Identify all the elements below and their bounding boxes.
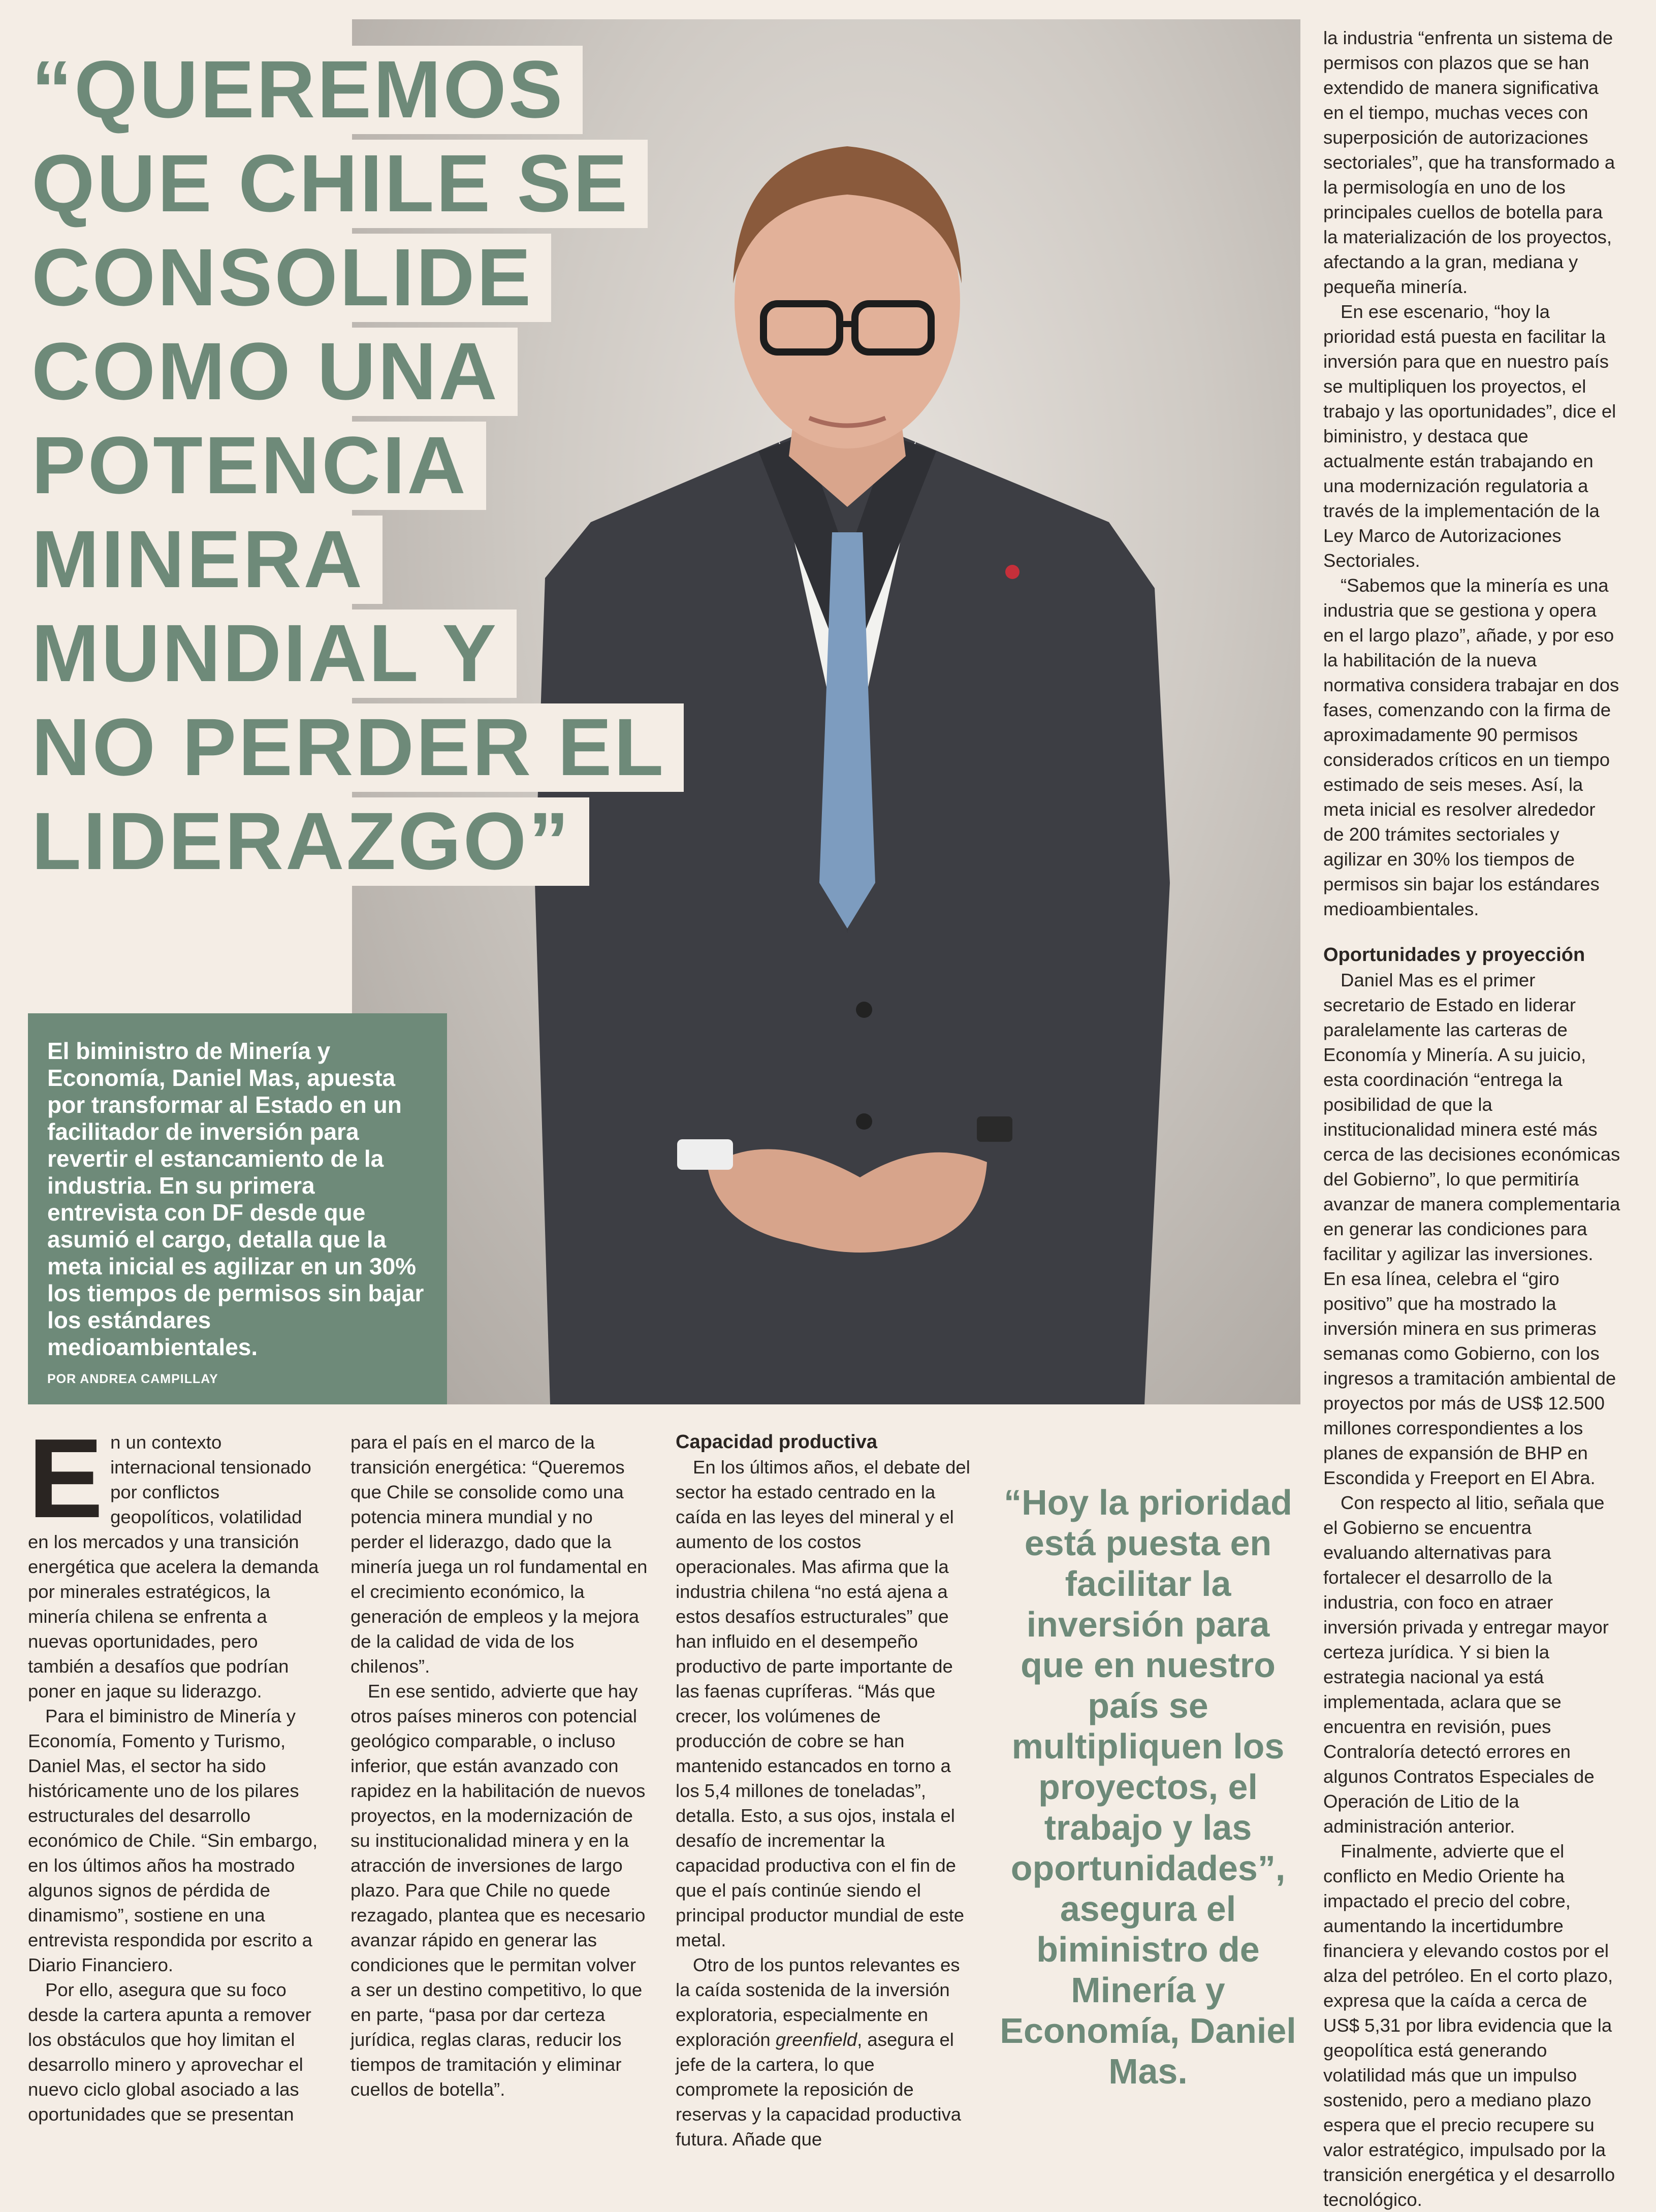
headline bbox=[20, 46, 731, 891]
pull-quote: “Hoy la prioridad está puesta en facilitar la inversión para que en nuestro país se multipliquen los proyectos, el trabajo y las oportunidades”, asegura el biministro de Minería y Economía, Daniel Mas. bbox=[1000, 1483, 1296, 2091]
article-column-4 bbox=[1323, 25, 1620, 2212]
section-heading: Oportunidades y proyección bbox=[1323, 944, 1585, 966]
headline-line: POTENCIA bbox=[20, 422, 486, 510]
paragraph: Finalmente, advierte que el conflicto en Medio Oriente ha impactado el precio del cobre, aumentando la incertidumbre financiera y elevando costos por el alza del petróleo. En el corto plazo, expresa que la caída a cerca de US$ 5,31 por libra evidencia que la geopolítica está generando volatilidad más que un impulso sostenido, pero a mediano plazo espera que el precio recupere su valor estratégico, impulsado por la transición energética y el desarrollo tecnológico. bbox=[1323, 1841, 1615, 2210]
paragraph: la industria “enfrenta un sistema de permisos con plazos que se han extendido de manera significativa en el tiempo, muchas veces con superposición de autorizaciones sectoriales”, que ha transformado a la permisología en uno de los principales cuellos de botella para la materialización de los proyectos, afectando a la gran, mediana y pequeña minería. bbox=[1323, 27, 1615, 297]
paragraph: Con respecto al litio, señala que el Gobierno se encuentra evaluando alternativas para fortalecer el desarrollo de la industria, con foco en atraer inversión privada y entregar mayor certeza jurídica. Y si bien la estrategia nacional ya está implementada, aclara que se encuentra en revisión, pues Contraloría detectó errores en algunos Contratos Especiales de Operación de Litio de la administración anterior. bbox=[1323, 1492, 1609, 1837]
paragraph: Daniel Mas es el primer secretario de Estado en liderar paralelamente las carteras de Economía y Minería. A su juicio, esta coordinación “entrega la posibilidad de que la institucionalidad minera esté más cerca de las decisiones económicas del Gobierno”, lo que permitiría avanzar de manera complementaria en generar las condiciones para facilitar y agilizar las inversiones. En esa línea, celebra el “giro positivo” que ha mostrado la inversión minera en sus primeras semanas como Gobierno, con los ingresos a tramitación ambiental de proyectos por más de US$ 12.500 millones correspondientes a los planes de expansión de BHP en Escondida y Freeport en El Abra. bbox=[1323, 970, 1620, 1488]
emphasis-text: greenfield bbox=[775, 2029, 857, 2050]
headline-line: LIDERAZGO” bbox=[20, 797, 589, 886]
headline-line: NO PERDER EL bbox=[20, 703, 684, 792]
paragraph-text: , asegura el jefe de la cartera, lo que compromete la reposición de reservas y la capacidad productiva futura. Añade que bbox=[676, 2029, 961, 2150]
paragraph: “Sabemos que la minería es una industria que se gestiona y opera en el largo plazo”, añade, y por eso la habilitación de la nueva normativa considera trabajar en dos fases, comenzando con la firma de aproximadamente 90 permisos considerados críticos en un tiempo estimado de seis meses. Así, la meta inicial es resolver alrededor de 200 trámites sectoriales y agilizar en 30% los tiempos de permisos sin bajar los estándares medioambientales. bbox=[1323, 575, 1619, 919]
lead-text: El biministro de Minería y Economía, Daniel Mas, apuesta por transformar al Estado en un facilitador de inversión para revertir el estancamiento de la industria. En su primera entrevista con DF desde que asumió el cargo, detalla que la meta inicial es agilizar en un 30% los tiempos de permisos sin bajar los estándares medioambientales. bbox=[47, 1038, 424, 1360]
paragraph: para el país en el marco de la transición energética: “Queremos que Chile se consolide como una potencia minera mundial y no perder el liderazgo, dado que la minería juega un rol fundamental en el crecimiento económico, la generación de empleos y la mejora de la calidad de vida de los chilenos”. bbox=[351, 1432, 648, 1677]
byline: POR ANDREA CAMPILLAY bbox=[47, 1372, 218, 1386]
paragraph-text: n un contexto internacional tensionado por conflictos geopolíticos, volatilidad en los mercados y una transición energética que acelera la demanda por minerales estratégicos, la minería chilena se enfrenta a nuevas oportunidades, pero también a desafíos que podrían poner en jaque su liderazgo. bbox=[28, 1432, 319, 1702]
paragraph: En ese escenario, “hoy la prioridad está puesta en facilitar la inversión para que en nuestro país se multipliquen los proyectos, el trabajo y las oportunidades”, dice el biministro, y destaca que actualmente están trabajando en una modernización regulatoria a través de la implementación de la Ley Marco de Autorizaciones Sectoriales. bbox=[1323, 301, 1616, 571]
headline-line: MUNDIAL Y bbox=[20, 610, 517, 698]
article-column-3 bbox=[676, 1430, 973, 2152]
headline-line: COMO UNA bbox=[20, 328, 518, 416]
article-column-1 bbox=[28, 1416, 323, 2127]
paragraph: En los últimos años, el debate del sector ha estado centrado en la caída en las leyes del mineral y el aumento de los costos operacionales. Mas afirma que la industria chilena “no está ajena a estos desafíos estructurales” que han influido en el desempeño productivo de parte importante de las faenas cupríferas. “Más que crecer, los volúmenes de producción de cobre se han mantenido estancados en torno a los 5,4 millones de toneladas”, detalla. Esto, a sus ojos, instala el desafío de incrementar la capacidad productiva con el fin de que el país continúe siendo el principal productor mundial de este metal. bbox=[676, 1457, 970, 1950]
paragraph: Por ello, asegura que su foco desde la cartera apunta a remover los obstáculos que hoy limitan el desarrollo minero y aprovechar el nuevo ciclo global asociado a las oportunidades que se presentan bbox=[28, 1979, 311, 2125]
headline-line: QUE CHILE SE bbox=[20, 140, 648, 228]
paragraph bbox=[28, 1416, 323, 1704]
paragraph: Para el biministro de Minería y Economía, Fomento y Turismo, Daniel Mas, el sector ha sido históricamente uno de los pilares estructurales del desarrollo económico de Chile. “Sin embargo, en los últimos años ha mostrado algunos signos de pérdida de dinamismo”, sostiene en una entrevista respondida por escrito a Diario Financiero. bbox=[28, 1706, 318, 1975]
drop-cap: E bbox=[28, 1416, 104, 1542]
article-column-2 bbox=[351, 1430, 648, 2102]
paragraph: En ese sentido, advierte que hay otros países mineros con potencial geológico comparable, o incluso inferior, que están avanzado con rapidez en la habilitación de nuevos proyectos, en la modernización de su institucionalidad minera y en la atracción de inversiones de largo plazo. Para que Chile no quede rezagado, plantea que es necesario avanzar rápido en generar las condiciones que le permitan volver a ser un destino competitivo, lo que en parte, “pasa por dar certeza jurídica, reglas claras, reducir los tiempos de tramitación y eliminar cuellos de botella”. bbox=[351, 1681, 646, 2100]
section-heading: Capacidad productiva bbox=[676, 1431, 877, 1453]
paragraph-text: Otro de los puntos relevantes es la caída sostenida de la inversión exploratoria, especialmente en exploración bbox=[676, 1954, 960, 2050]
paragraph bbox=[676, 1952, 973, 2152]
lead-box bbox=[28, 1013, 447, 1404]
headline-line: “QUEREMOS bbox=[20, 46, 583, 134]
headline-line: MINERA bbox=[20, 516, 383, 604]
headline-line: CONSOLIDE bbox=[20, 234, 551, 322]
